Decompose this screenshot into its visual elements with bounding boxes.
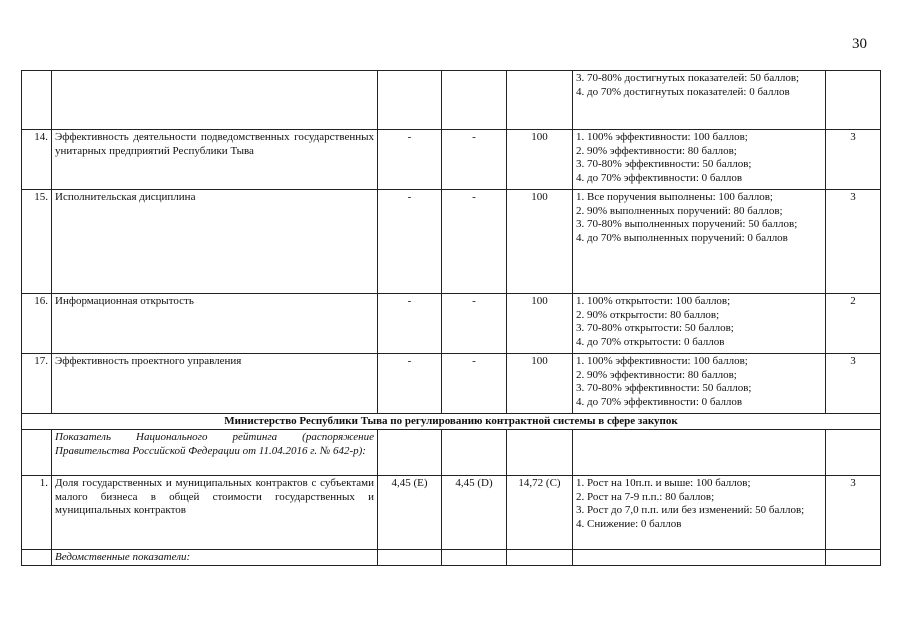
- row-number: [22, 550, 52, 566]
- row-number: 15.: [22, 190, 52, 294]
- criteria-line: 4. до 70% выполненных поручений: 0 баллов: [576, 231, 788, 244]
- criteria-cell: [573, 190, 826, 294]
- criteria-line: 2. 90% открытости: 80 баллов;: [576, 308, 720, 321]
- criteria-line: 4. до 70% открытости: 0 баллов: [576, 335, 725, 348]
- value-cell: -: [378, 294, 442, 354]
- criteria-line: 3. 70-80% выполненных поручений: 50 баллов;: [576, 218, 798, 231]
- subsection-heading: Показатель Национального рейтинга (распоряжение Правительства Российской Федерации от 11.04.2016 г. № 642-р):: [52, 430, 378, 476]
- page-number: 30: [852, 36, 867, 52]
- score-cell: 3: [826, 476, 881, 550]
- criteria-line: 4. до 70% достигнутых показателей: 0 баллов: [576, 85, 790, 98]
- criteria-line: 3. 70-80% открытости: 50 баллов;: [576, 322, 734, 335]
- row-number: 14.: [22, 130, 52, 190]
- criteria-line: 1. 100% эффективности: 100 баллов;: [576, 131, 748, 143]
- table-row: [22, 550, 881, 566]
- value-cell: -: [442, 354, 507, 414]
- criteria-line: 3. 70-80% эффективности: 50 баллов;: [576, 382, 752, 395]
- criteria-line: 4. до 70% эффективности: 0 баллов: [576, 171, 743, 184]
- criteria-line: 2. 90% выполненных поручений: 80 баллов;: [576, 204, 783, 217]
- score-cell: [826, 550, 881, 566]
- row-number: 17.: [22, 354, 52, 414]
- criteria-line: 1. Все поручения выполнены: 100 баллов;: [576, 191, 773, 203]
- score-cell: 3: [826, 190, 881, 294]
- section-title: Министерство Республики Тыва по регулированию контрактной системы в сфере закупок: [22, 414, 881, 430]
- value-cell: [378, 71, 442, 130]
- row-number: 1.: [22, 476, 52, 550]
- table-row: [22, 476, 881, 550]
- indicator-name: Информационная открытость: [52, 294, 378, 354]
- value-cell: -: [378, 130, 442, 190]
- criteria-line: 3. 70-80% достигнутых показателей: 50 баллов;: [576, 72, 800, 84]
- criteria-line: 4. до 70% эффективности: 0 баллов: [576, 395, 743, 408]
- value-cell: 100: [507, 130, 573, 190]
- criteria-cell: [573, 430, 826, 476]
- criteria-line: 1. 100% открытости: 100 баллов;: [576, 295, 731, 307]
- criteria-line: 2. Рост на 7-9 п.п.: 80 баллов;: [576, 490, 715, 503]
- criteria-cell: [573, 550, 826, 566]
- value-cell: 4,45 (D): [442, 476, 507, 550]
- criteria-cell: [573, 294, 826, 354]
- value-cell: 14,72 (C): [507, 476, 573, 550]
- criteria-line: 3. Рост до 7,0 п.п. или без изменений: 50 баллов;: [576, 504, 805, 517]
- criteria-line: 1. Рост на 10п.п. и выше: 100 баллов;: [576, 477, 751, 489]
- row-number: 16.: [22, 294, 52, 354]
- table-row: [22, 130, 881, 190]
- value-cell: [507, 71, 573, 130]
- score-cell: 2: [826, 294, 881, 354]
- indicator-name: Исполнительская дисциплина: [52, 190, 378, 294]
- value-cell: 4,45 (E): [378, 476, 442, 550]
- value-cell: -: [442, 294, 507, 354]
- value-cell: 100: [507, 190, 573, 294]
- indicator-name: [52, 71, 378, 130]
- criteria-cell: [573, 354, 826, 414]
- criteria-cell: [573, 476, 826, 550]
- score-cell: 3: [826, 354, 881, 414]
- value-cell: -: [378, 190, 442, 294]
- score-cell: [826, 71, 881, 130]
- value-cell: 100: [507, 354, 573, 414]
- value-cell: [378, 430, 442, 476]
- section-row: [22, 414, 881, 430]
- value-cell: [378, 550, 442, 566]
- value-cell: 100: [507, 294, 573, 354]
- value-cell: [507, 430, 573, 476]
- value-cell: [442, 71, 507, 130]
- table-row: [22, 430, 881, 476]
- value-cell: -: [442, 130, 507, 190]
- row-number: [22, 430, 52, 476]
- criteria-cell: [573, 71, 826, 130]
- criteria-cell: [573, 130, 826, 190]
- criteria-line: 4. Снижение: 0 баллов: [576, 517, 682, 530]
- indicators-table: [21, 70, 881, 566]
- criteria-line: 2. 90% эффективности: 80 баллов;: [576, 368, 737, 381]
- row-number: [22, 71, 52, 130]
- value-cell: -: [378, 354, 442, 414]
- indicator-name: Эффективность деятельности подведомственных государственных унитарных предприятий Республики Тыва: [52, 130, 378, 190]
- table-row: [22, 294, 881, 354]
- table-row: [22, 354, 881, 414]
- value-cell: [507, 550, 573, 566]
- table-row: [22, 190, 881, 294]
- subsection-heading: Ведомственные показатели:: [52, 550, 378, 566]
- value-cell: [442, 550, 507, 566]
- score-cell: 3: [826, 130, 881, 190]
- table-row: [22, 71, 881, 130]
- criteria-line: 3. 70-80% эффективности: 50 баллов;: [576, 158, 752, 171]
- indicator-name: Доля государственных и муниципальных контрактов с субъектами малого бизнеса в общей стоимости государственных и муниципальных контрактов: [52, 476, 378, 550]
- criteria-line: 1. 100% эффективности: 100 баллов;: [576, 355, 748, 367]
- indicator-name: Эффективность проектного управления: [52, 354, 378, 414]
- value-cell: -: [442, 190, 507, 294]
- value-cell: [442, 430, 507, 476]
- criteria-line: 2. 90% эффективности: 80 баллов;: [576, 144, 737, 157]
- score-cell: [826, 430, 881, 476]
